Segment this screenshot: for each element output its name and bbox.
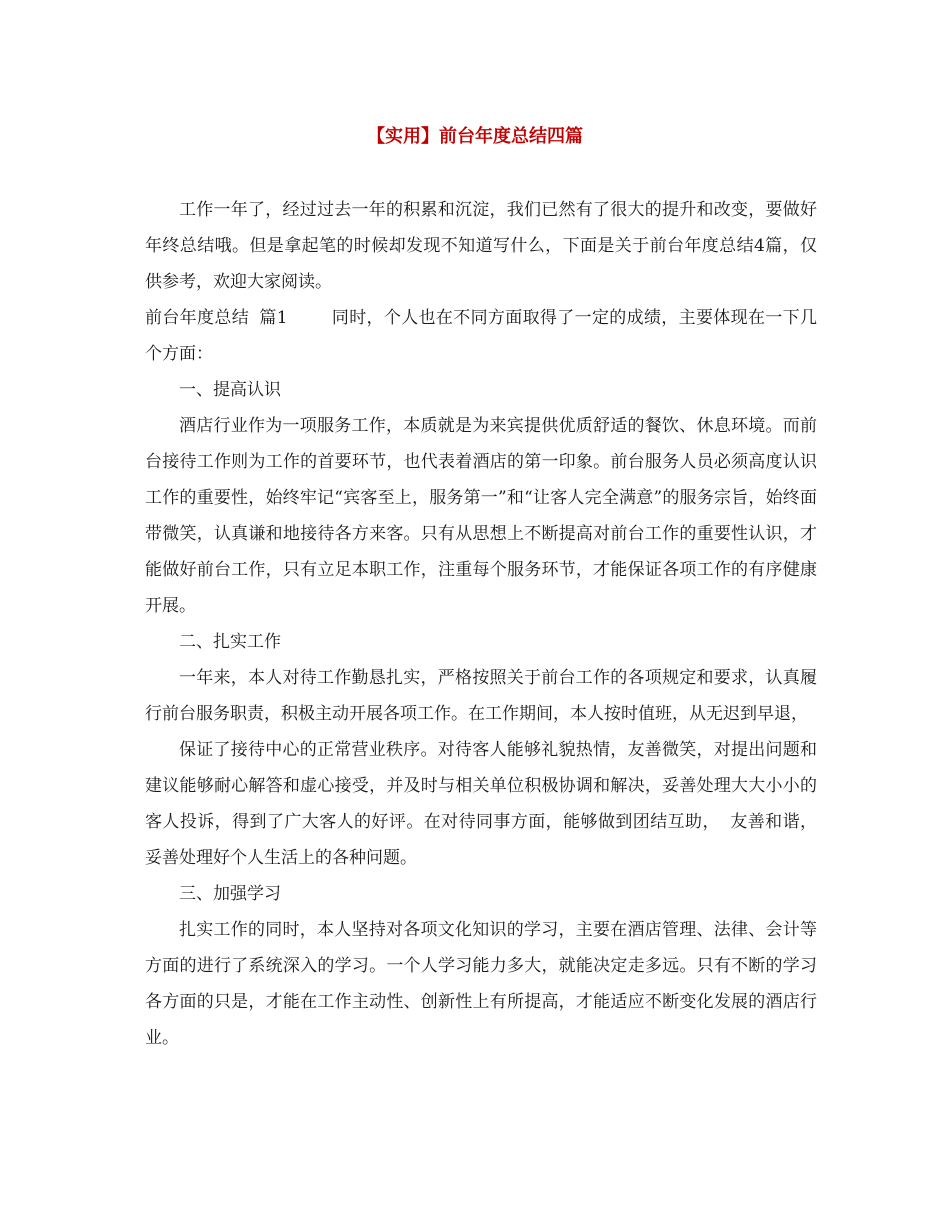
paragraph-work-a: 一年来，本人对待工作勤恳扎实，严格按照关于前台工作的各项规定和要求，认真履行前台服务职责，积极主动开展各项工作。在工作期间，本人按时值班，从无迟到早退， (145, 668, 817, 724)
section-lead: 同时，个人也在不同方面取得了一定的成绩，主要体现在一下几个方面： (145, 308, 817, 364)
section-label: 前台年度总结 (145, 308, 250, 328)
document-title: 【实用】前台年度总结四篇 (367, 126, 583, 147)
paragraph-work-b-part1: 保证了接待中心的正常营业秩序。对待客人能够礼貌热情，友善微笑，对提出问题和建议能够耐心解答和虚心接受，并及时与相关单位积极协调和解决，妥善处理大大小小的客人投诉，得到了广大客人的好评。在对待同事方面，能够做到团结互助， (145, 740, 817, 832)
paragraph-awareness: 酒店行业作为一项服务工作，本质就是为来宾提供优质舒适的餐饮、休息环境。而前台接待工作则为工作的首要环节，也代表着酒店的第一印象。前台服务人员必须高度认识工作的重要性，始终牢记“宾客至上，服务第一”和“让客人完全满意”的服务宗旨，始终面带微笑，认真谦和地接待各方来客。只有从思想上不断提高对前台工作的重要性认识，才能做好前台工作，只有立足本职工作，注重每个服务环节，才能保证各项工作的有序健康开展。 (145, 416, 817, 616)
paragraph-work-b-part2: 友善和谐，妥善处理好个人生活上的各种问题。 (145, 812, 818, 868)
heading-improve-awareness: 一、提高认识 (179, 380, 281, 400)
section-number: 篇1 (259, 308, 288, 328)
section-lead-paragraph (145, 300, 817, 372)
paragraph-learning: 扎实工作的同时，本人坚持对各项文化知识的学习，主要在酒店管理、法律、会计等方面的进行了系统深入的学习。一个人学习能力多大，就能决定走多远。只有不断的学习各方面的只是，才能在工作主动性、创新性上有所提高，才能适应不断变化发展的酒店行业。 (145, 920, 817, 1048)
intro-paragraph: 工作一年了，经过过去一年的积累和沉淀，我们已然有了很大的提升和改变，要做好年终总结哦。但是拿起笔的时候却发现不知道写什么，下面是关于前台年度总结4篇，仅供参考，欢迎大家阅读。 (145, 200, 817, 292)
paragraph-work-b (145, 732, 817, 876)
heading-strengthen-learning: 三、加强学习 (179, 884, 281, 904)
document-body (145, 192, 817, 1056)
heading-solid-work: 二、扎实工作 (179, 632, 281, 652)
